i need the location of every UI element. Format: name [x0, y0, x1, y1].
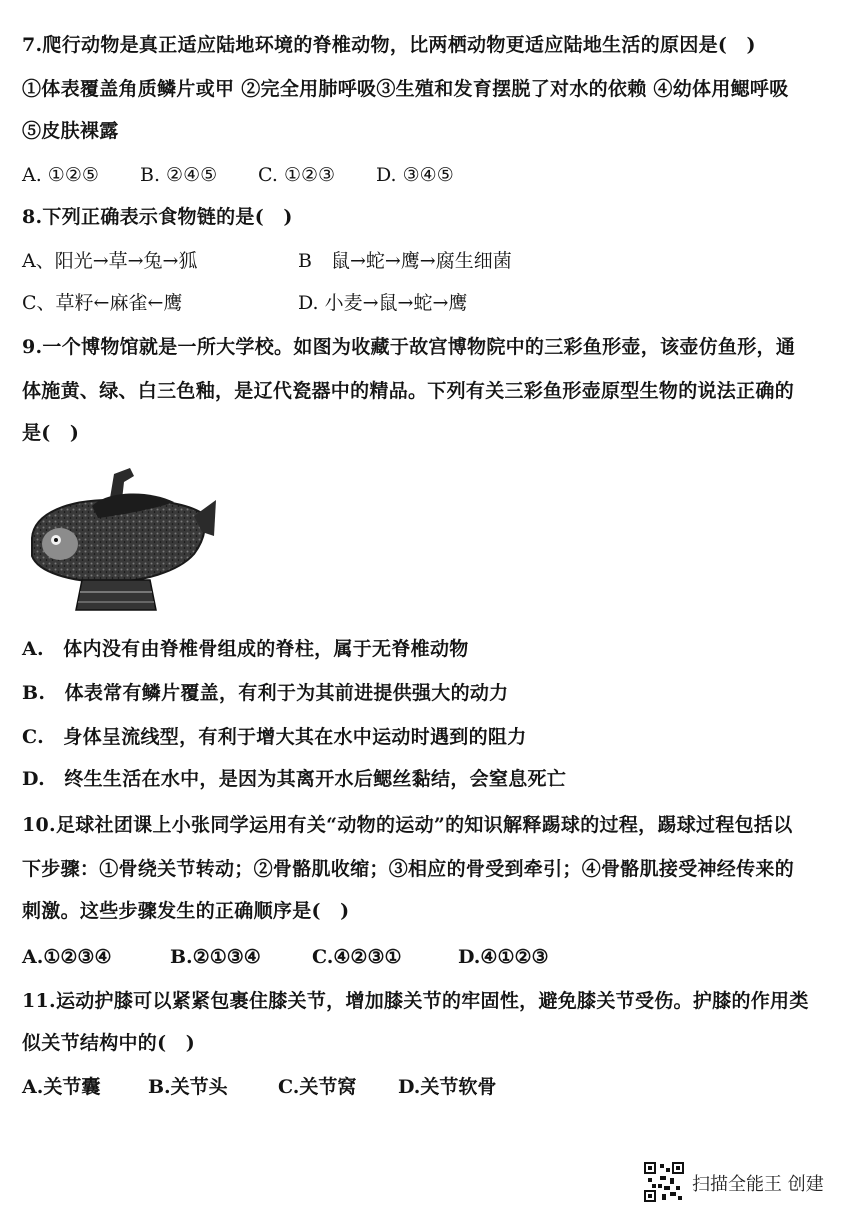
q10-option-d: D.④①②③: [458, 946, 549, 968]
q10-stem-line1: 10.足球社团课上小张同学运用有关“动物的运动”的知识解释踢球的过程，踢球过程包括以: [22, 814, 793, 836]
q7-option-a: A. ①②⑤: [22, 164, 99, 186]
q10-option-c: C.④②③①: [312, 946, 402, 968]
q7-option-c: C. ①②③: [258, 164, 336, 186]
q9-option-d: D. 终生生活在水中，是因为其离开水后鳃丝黏结，会窒息死亡: [22, 768, 567, 790]
q10-option-b: B.②①③④: [170, 946, 261, 968]
fish-shaped-pot-image: [18, 460, 218, 620]
q9-stem-line1: 9.一个博物馆就是一所大学校。如图为收藏于故宫博物院中的三彩鱼形壶，该壶仿鱼形，通: [22, 336, 796, 358]
q9-option-b: B. 体表常有鳞片覆盖，有利于为其前进提供强大的动力: [22, 682, 509, 704]
q9-stem-line2: 体施黄、绿、白三色釉，是辽代瓷器中的精品。下列有关三彩鱼形壶原型生物的说法正确的: [22, 380, 795, 402]
q7-option-b: B. ②④⑤: [140, 164, 218, 186]
q8-option-a: A、阳光→草→兔→狐: [22, 250, 198, 272]
q8-stem: 8.下列正确表示食物链的是( ): [22, 206, 293, 228]
watermark-text: 扫描全能王 创建: [692, 1174, 824, 1195]
scanner-watermark: [644, 1160, 844, 1204]
q11-option-a: A.关节囊: [22, 1076, 101, 1098]
qr-code-icon: [644, 1162, 684, 1202]
q10-option-a: A.①②③④: [22, 946, 112, 968]
q7-items-line2: ⑤皮肤裸露: [22, 120, 119, 142]
q10-stem-line2: 下步骤：①骨绕关节转动；②骨骼肌收缩；③相应的骨受到牵引；④骨骼肌接受神经传来的: [22, 858, 795, 880]
q11-stem-line2: 似关节结构中的( ): [22, 1032, 195, 1054]
q10-stem-line3: 刺激。这些步骤发生的正确顺序是( ): [22, 900, 350, 922]
q7-option-d: D. ③④⑤: [376, 164, 454, 186]
q8-option-d: D. 小麦→鼠→蛇→鹰: [298, 292, 468, 314]
q7-items-line1: ①体表覆盖角质鳞片或甲 ②完全用肺呼吸③生殖和发育摆脱了对水的依赖 ④幼体用鳃呼吸: [22, 78, 789, 100]
q11-option-d: D.关节软骨: [398, 1076, 497, 1098]
q11-option-c: C.关节窝: [278, 1076, 357, 1098]
q9-stem-line3: 是( ): [22, 422, 80, 444]
q7-stem: 7.爬行动物是真正适应陆地环境的脊椎动物，比两栖动物更适应陆地生活的原因是( ): [22, 34, 756, 56]
q8-option-c: C、草籽←麻雀←鹰: [22, 292, 183, 314]
q11-stem-line1: 11.运动护膝可以紧紧包裹住膝关节，增加膝关节的牢固性，避免膝关节受伤。护膝的作用类: [22, 990, 809, 1012]
q11-option-b: B.关节头: [148, 1076, 228, 1098]
q9-option-c: C. 身体呈流线型，有利于增大其在水中运动时遇到的阻力: [22, 726, 527, 748]
q9-option-a: A. 体内没有由脊椎骨组成的脊柱，属于无脊椎动物: [22, 638, 469, 660]
q8-option-b: B 鼠→蛇→鹰→腐生细菌: [298, 250, 512, 272]
